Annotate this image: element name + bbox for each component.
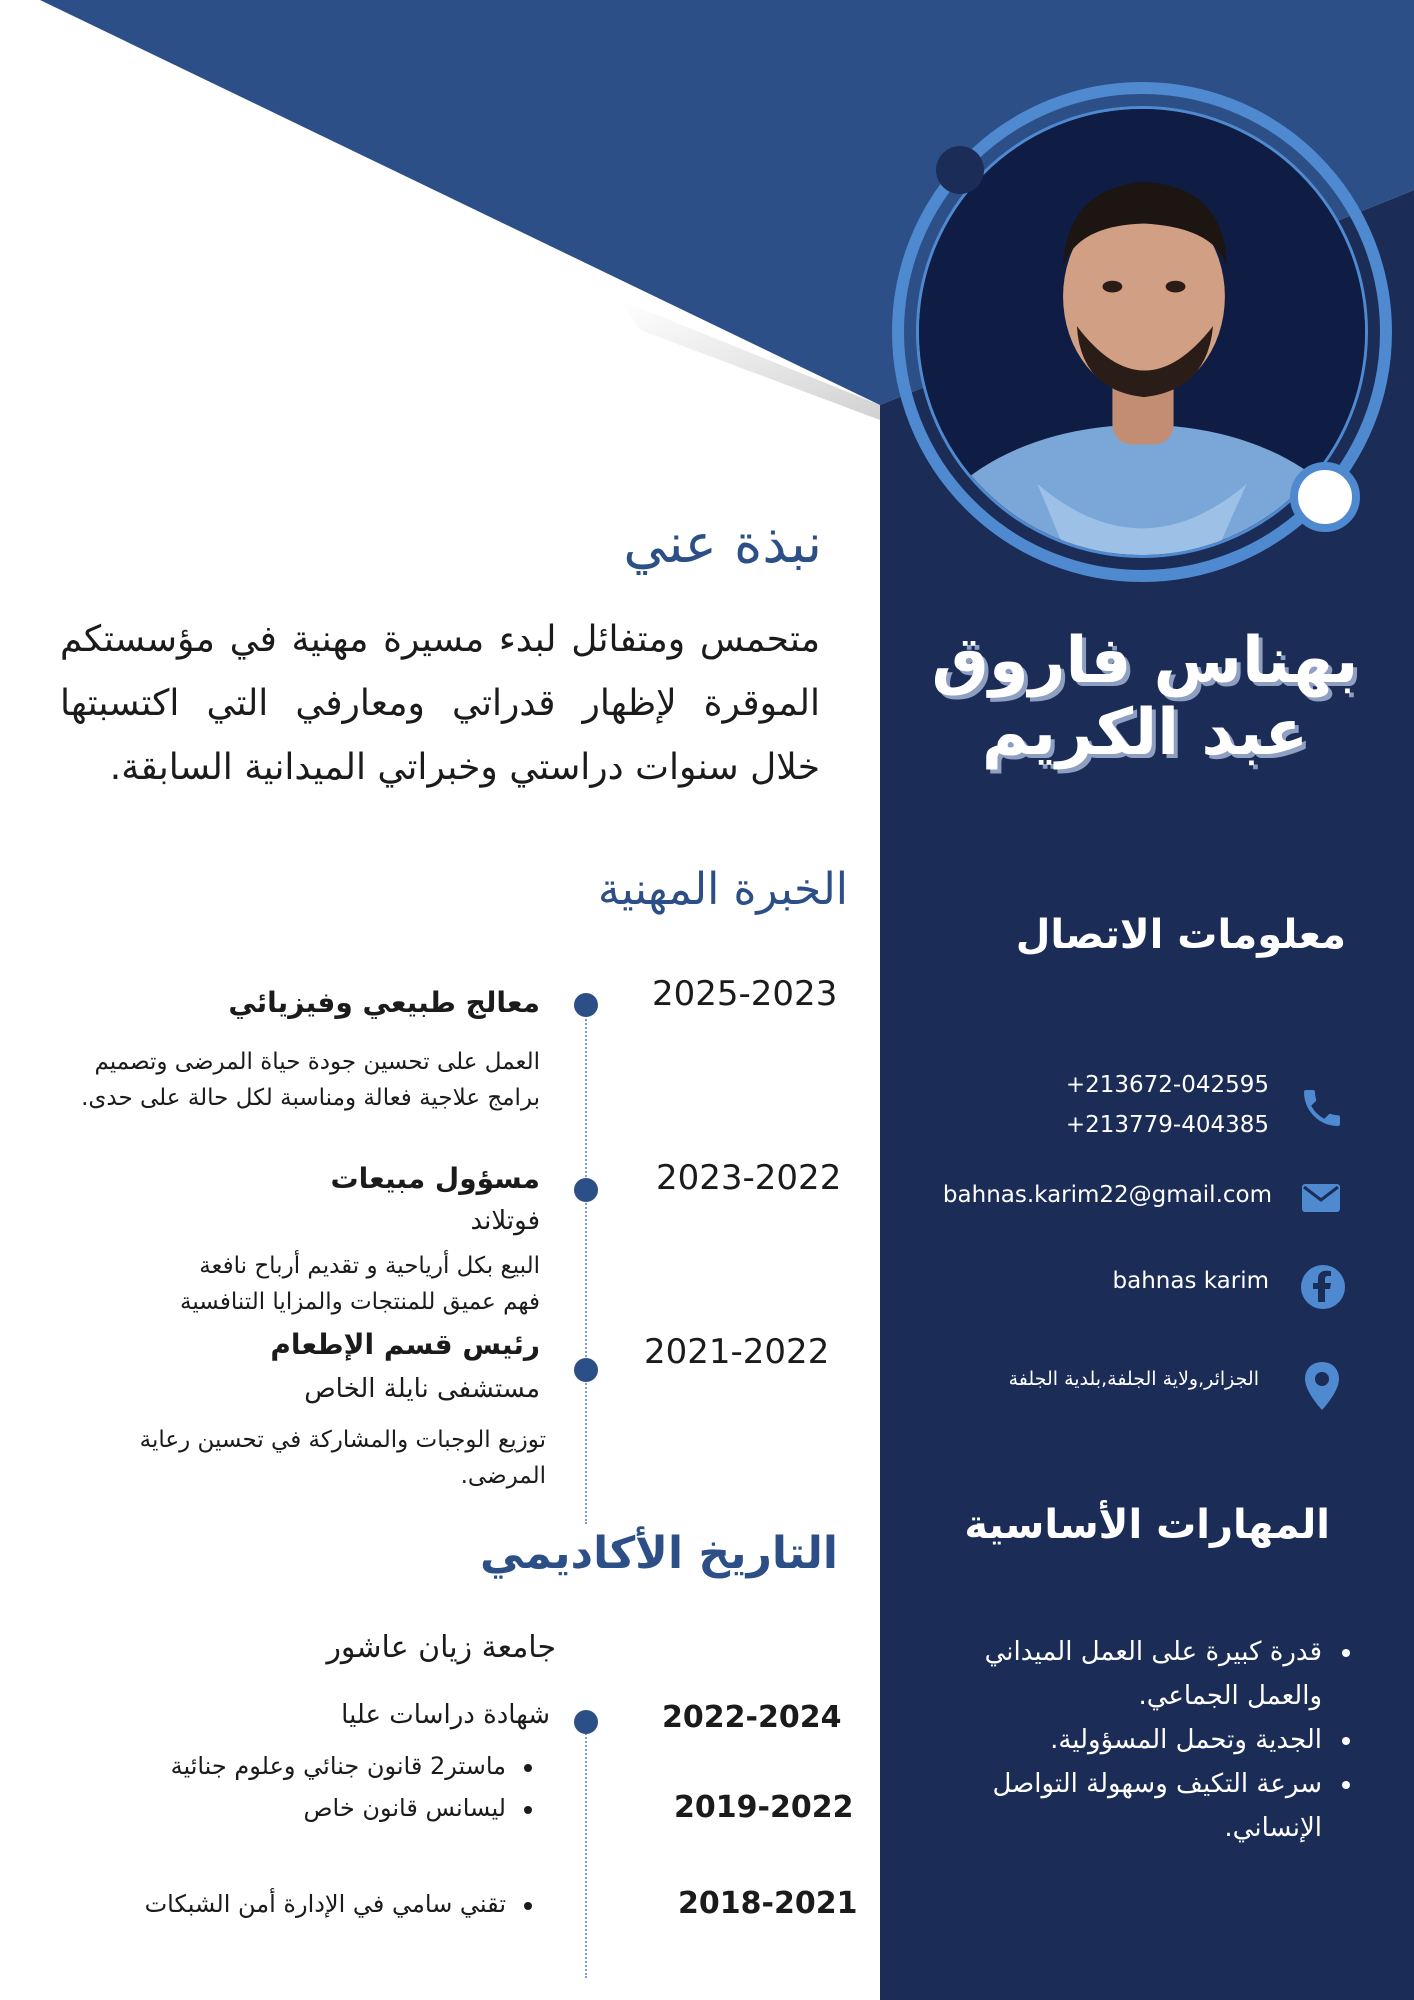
timeline-dot <box>574 1178 598 1202</box>
skill-item: قدرة كبيرة على العمل الميداني والعمل الجماعي. <box>912 1630 1352 1718</box>
job-title: رئيس قسم الإطعام <box>270 1328 540 1361</box>
job-company: مستشفى نايلة الخاص <box>304 1374 540 1404</box>
mail-icon <box>1300 1180 1342 1216</box>
education-heading: التاريخ الأكاديمي <box>479 1528 838 1579</box>
phone-number-1[interactable]: +213672-042595 <box>1065 1072 1269 1098</box>
education-item: تقني سامي في الإدارة أمن الشبكات <box>145 1890 534 1918</box>
job-title: مسؤول مبيعات <box>330 1162 540 1195</box>
education-item: ماستر2 قانون جنائي وعلوم جنائية <box>171 1752 534 1780</box>
education-item: ليسانس قانون خاص <box>304 1794 534 1822</box>
university-name: جامعة زيان عاشور <box>326 1630 556 1665</box>
education-timeline-line <box>585 1718 587 1978</box>
timeline-dot <box>574 1710 598 1734</box>
decorative-dot-white <box>1290 462 1360 532</box>
timeline-dot <box>574 1358 598 1382</box>
facebook-name[interactable]: bahnas karim <box>1112 1268 1269 1294</box>
education-years: 2019-2022 <box>674 1790 854 1825</box>
skills-heading: المهارات الأساسية <box>964 1502 1330 1548</box>
location-pin-icon <box>1302 1360 1342 1412</box>
facebook-icon <box>1300 1264 1346 1310</box>
experience-timeline-line <box>585 1004 587 1524</box>
skill-item: الجدية وتحمل المسؤولية. <box>912 1718 1352 1762</box>
email-address[interactable]: bahnas.karim22@gmail.com <box>942 1182 1272 1208</box>
job-title: معالج طبيعي وفيزيائي <box>228 986 540 1019</box>
experience-heading: الخبرة المهنية <box>597 864 848 915</box>
job-years: 2025-2023 <box>652 974 838 1014</box>
job-years: 2021-2022 <box>644 1332 830 1372</box>
education-years: 2022-2024 <box>662 1700 842 1735</box>
timeline-dot <box>574 993 598 1017</box>
job-description-line: فهم عميق للمنتجات والمزايا التنافسية <box>180 1289 540 1315</box>
skills-list <box>912 1630 1352 1850</box>
job-years: 2023-2022 <box>656 1158 842 1198</box>
job-description: العمل على تحسين جودة حياة المرضى وتصميم برامج علاجية فعالة ومناسبة لكل حالة على حدى. <box>81 1049 540 1111</box>
about-heading: نبذة عني <box>623 512 822 575</box>
skill-item: سرعة التكيف وسهولة التواصل الإنساني. <box>912 1762 1352 1850</box>
name-line-1: بهناس فاروق <box>931 624 1359 698</box>
job-description-line: البيع بكل أرياحية و تقديم أرباح نافعة <box>199 1253 540 1279</box>
phone-icon <box>1298 1084 1346 1132</box>
degree-title: شهادة دراسات عليا <box>341 1700 550 1730</box>
job-company: فوتلاند <box>470 1206 540 1236</box>
about-text: متحمس ومتفائل لبدء مسيرة مهنية في مؤسستكم الموقرة لإظهار قدراتي ومعارفي التي اكتسبتها خلال سنوات دراستي وخبراتي الميدانية السابقة. <box>60 619 820 788</box>
person-name <box>900 625 1390 769</box>
contact-heading: معلومات الاتصال <box>1015 912 1346 958</box>
education-years: 2018-2021 <box>678 1886 858 1921</box>
decorative-dot-dark <box>936 146 984 194</box>
phone-number-2[interactable]: +213779-404385 <box>1065 1112 1269 1138</box>
location-text: الجزائر,ولاية الجلفة,بلدية الجلفة <box>1008 1368 1259 1390</box>
name-line-2: عبد الكريم <box>981 696 1309 770</box>
job-description: توزيع الوجبات والمشاركة في تحسين رعاية المرضى. <box>139 1427 546 1489</box>
